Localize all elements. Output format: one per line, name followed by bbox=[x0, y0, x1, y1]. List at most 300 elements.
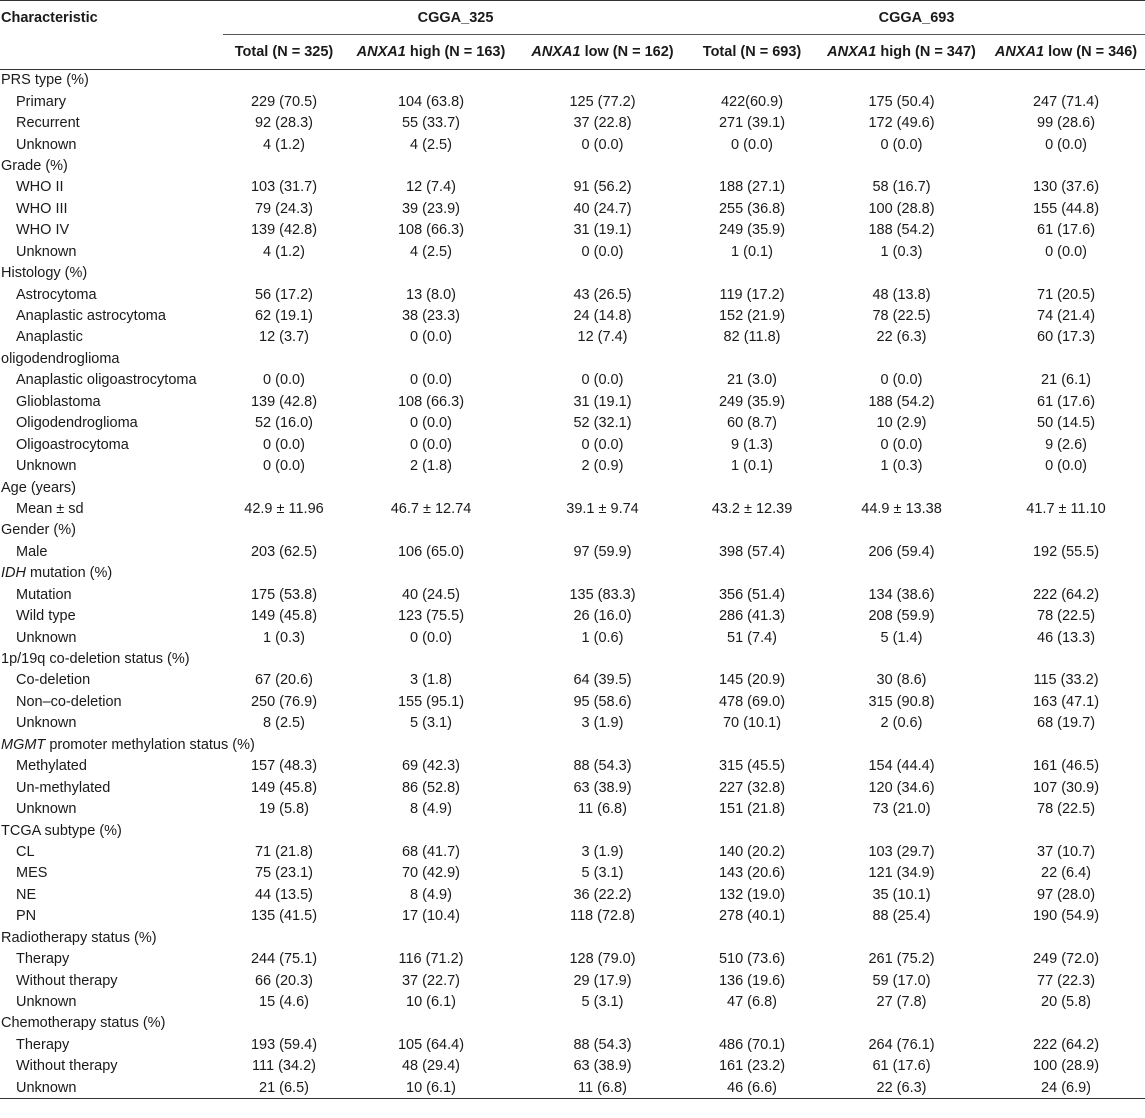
label-text: Unknown bbox=[16, 136, 77, 153]
section-label bbox=[0, 70, 223, 91]
value-cell bbox=[223, 348, 345, 369]
value-cell: 121 (34.9) bbox=[868, 865, 935, 882]
value-cell: 4 (2.5) bbox=[410, 243, 452, 260]
gene-name: ANXA1 bbox=[531, 44, 581, 60]
value-cell: 61 (17.6) bbox=[1037, 222, 1096, 239]
value-cell: 0 (0.0) bbox=[581, 372, 624, 389]
value-cell: 22 (6.3) bbox=[876, 329, 927, 346]
value-cell: 5 (3.1) bbox=[410, 715, 452, 732]
row-label bbox=[0, 841, 223, 862]
row-label bbox=[0, 305, 223, 326]
value-cell: 139 (42.8) bbox=[250, 222, 318, 239]
label-text: Histology (%) bbox=[1, 265, 88, 282]
value-cell: 155 (44.8) bbox=[1032, 200, 1100, 217]
value-cell: 356 (51.4) bbox=[718, 586, 786, 603]
row-label bbox=[0, 798, 223, 819]
label-text: Glioblastoma bbox=[16, 393, 101, 410]
value-cell: 31 (19.1) bbox=[573, 393, 632, 410]
value-cell: 0 (0.0) bbox=[1045, 243, 1087, 260]
value-cell: 3 (1.8) bbox=[410, 672, 452, 689]
value-cell bbox=[345, 262, 517, 283]
table-row bbox=[0, 391, 1145, 412]
value-cell: 145 (20.9) bbox=[718, 672, 786, 689]
value-cell: 78 (22.5) bbox=[872, 308, 931, 325]
table-row bbox=[0, 348, 1145, 369]
value-cell: 17 (10.4) bbox=[401, 908, 461, 925]
table-row bbox=[0, 605, 1145, 626]
value-cell bbox=[688, 520, 816, 541]
value-cell: 21 (6.5) bbox=[223, 1077, 345, 1098]
value-cell: 120 (34.6) bbox=[868, 779, 935, 796]
value-cell: 27 (7.8) bbox=[876, 994, 927, 1011]
value-cell bbox=[816, 1013, 987, 1034]
value-cell: 151 (21.8) bbox=[718, 801, 786, 818]
value-cell: 44.9 ± 13.38 bbox=[861, 500, 942, 517]
value-cell: 107 (30.9) bbox=[1032, 779, 1100, 796]
value-cell bbox=[688, 262, 816, 283]
value-cell: 152 (21.9) bbox=[718, 308, 786, 325]
value-cell bbox=[987, 70, 1145, 91]
value-cell bbox=[345, 563, 517, 584]
table-row bbox=[0, 970, 1145, 991]
value-cell: 250 (76.9) bbox=[250, 693, 318, 710]
value-cell: 52 (32.1) bbox=[573, 415, 632, 432]
row-label bbox=[0, 541, 223, 562]
value-cell: 70 (10.1) bbox=[722, 715, 782, 732]
value-cell: 208 (59.9) bbox=[868, 608, 935, 625]
value-cell bbox=[987, 155, 1145, 176]
value-cell: 100 (28.8) bbox=[868, 200, 935, 217]
value-cell: 0 (0.0) bbox=[410, 415, 452, 432]
table-row bbox=[0, 948, 1145, 969]
table-row bbox=[0, 455, 1145, 476]
value-cell bbox=[345, 348, 517, 369]
value-cell: 116 (71.2) bbox=[398, 951, 464, 968]
value-cell: 5 (1.4) bbox=[880, 629, 923, 646]
value-cell: 9 (1.3) bbox=[731, 436, 773, 453]
value-cell: 103 (31.7) bbox=[250, 179, 318, 196]
label-text: Oligoastrocytoma bbox=[16, 436, 129, 453]
value-cell: 149 (45.8) bbox=[250, 779, 318, 796]
subcol-label: low (N = 162) bbox=[580, 44, 674, 60]
label-text: Gender (%) bbox=[1, 522, 76, 539]
value-cell: 4 (1.2) bbox=[263, 243, 305, 260]
value-cell: 286 (41.3) bbox=[718, 608, 786, 625]
section-label bbox=[0, 155, 223, 176]
table-row bbox=[0, 563, 1145, 584]
value-cell bbox=[345, 820, 517, 841]
subcol-header bbox=[688, 35, 816, 70]
value-cell: 60 (8.7) bbox=[727, 415, 777, 432]
row-label bbox=[0, 756, 223, 777]
value-cell: 61 (17.6) bbox=[1037, 393, 1096, 410]
table-row bbox=[0, 370, 1145, 391]
value-cell: 48 (29.4) bbox=[401, 1058, 461, 1075]
value-cell bbox=[223, 155, 345, 176]
value-cell: 135 (83.3) bbox=[569, 586, 636, 603]
table-row bbox=[0, 520, 1145, 541]
row-label bbox=[0, 391, 223, 412]
value-cell: 3 (1.9) bbox=[581, 715, 624, 732]
section-label bbox=[0, 520, 223, 541]
row-label bbox=[0, 970, 223, 991]
table-row bbox=[0, 284, 1145, 305]
label-text: Unknown bbox=[16, 715, 77, 732]
value-cell: 3 (1.9) bbox=[581, 843, 624, 860]
label-text: Chemotherapy status (%) bbox=[1, 1015, 166, 1032]
value-cell: 78 (22.5) bbox=[1037, 801, 1096, 818]
value-cell: 249 (35.9) bbox=[718, 393, 786, 410]
header-characteristic: Characteristic bbox=[0, 1, 223, 70]
value-cell: 157 (48.3) bbox=[250, 758, 318, 775]
value-cell: 91 (56.2) bbox=[573, 179, 632, 196]
value-cell bbox=[688, 155, 816, 176]
value-cell: 108 (66.3) bbox=[397, 393, 465, 410]
value-cell: 43 (26.5) bbox=[573, 286, 632, 303]
value-cell bbox=[688, 348, 816, 369]
row-label bbox=[0, 177, 223, 198]
value-cell: 71 (20.5) bbox=[1037, 286, 1096, 303]
value-cell: 75 (23.1) bbox=[254, 865, 314, 882]
table-row bbox=[0, 691, 1145, 712]
label-text: Unknown bbox=[16, 994, 77, 1011]
row-label bbox=[0, 91, 223, 112]
value-cell bbox=[987, 262, 1145, 283]
label-text: Anaplastic oligoastrocytoma bbox=[16, 372, 197, 389]
value-cell: 105 (64.4) bbox=[397, 1036, 465, 1053]
table-row bbox=[0, 906, 1145, 927]
row-label bbox=[0, 605, 223, 626]
table-row bbox=[0, 627, 1145, 648]
value-cell: 1 (0.1) bbox=[731, 458, 773, 475]
label-text: Mean ± sd bbox=[16, 500, 84, 517]
row-label bbox=[0, 1034, 223, 1055]
value-cell: 47 (6.8) bbox=[727, 994, 777, 1011]
value-cell bbox=[517, 262, 688, 283]
value-cell bbox=[688, 477, 816, 498]
section-label bbox=[0, 927, 223, 948]
row-label bbox=[0, 777, 223, 798]
value-cell: 0 (0.0) bbox=[410, 629, 452, 646]
value-cell: 1 (0.3) bbox=[263, 629, 305, 646]
value-cell: 0 (0.0) bbox=[410, 329, 452, 346]
value-cell: 100 (28.9) bbox=[1032, 1058, 1100, 1075]
table-row bbox=[0, 584, 1145, 605]
table-row bbox=[0, 413, 1145, 434]
label-text: Radiotherapy status (%) bbox=[1, 929, 157, 946]
value-cell: 11 (6.8) bbox=[578, 801, 627, 818]
value-cell: 46 (6.6) bbox=[688, 1077, 816, 1098]
section-label bbox=[0, 477, 223, 498]
value-cell: 52 (16.0) bbox=[254, 415, 314, 432]
value-cell: 4 (1.2) bbox=[263, 136, 305, 153]
value-cell bbox=[223, 520, 345, 541]
value-cell: 88 (54.3) bbox=[573, 758, 632, 775]
value-cell: 315 (45.5) bbox=[718, 758, 786, 775]
label-text: Unknown bbox=[16, 1079, 77, 1096]
row-label bbox=[0, 370, 223, 391]
value-cell: 58 (16.7) bbox=[872, 179, 931, 196]
value-cell bbox=[816, 70, 987, 91]
value-cell bbox=[816, 155, 987, 176]
value-cell: 40 (24.5) bbox=[401, 586, 461, 603]
label-text: Anaplastic bbox=[16, 329, 83, 346]
value-cell: 63 (38.9) bbox=[573, 1058, 632, 1075]
value-cell: 206 (59.4) bbox=[868, 543, 935, 560]
value-cell bbox=[987, 648, 1145, 669]
label-text: Unknown bbox=[16, 243, 77, 260]
table-row bbox=[0, 305, 1145, 326]
value-cell: 125 (77.2) bbox=[569, 93, 636, 110]
value-cell: 1 (0.1) bbox=[731, 243, 773, 260]
table-row bbox=[0, 863, 1145, 884]
value-cell bbox=[345, 477, 517, 498]
value-cell: 44 (13.5) bbox=[254, 886, 314, 903]
value-cell: 56 (17.2) bbox=[254, 286, 314, 303]
row-label bbox=[0, 455, 223, 476]
value-cell bbox=[688, 820, 816, 841]
value-cell bbox=[987, 1013, 1145, 1034]
label-text: WHO II bbox=[16, 179, 64, 196]
value-cell: 261 (75.2) bbox=[868, 951, 935, 968]
value-cell: 55 (33.7) bbox=[401, 115, 461, 132]
value-cell: 0 (0.0) bbox=[581, 436, 624, 453]
value-cell: 37 (22.7) bbox=[401, 972, 461, 989]
label-text: Mutation bbox=[16, 586, 72, 603]
value-cell bbox=[517, 70, 688, 91]
row-label bbox=[0, 1077, 223, 1098]
value-cell: 135 (41.5) bbox=[250, 908, 318, 925]
value-cell: 0 (0.0) bbox=[880, 372, 923, 389]
gene-name: ANXA1 bbox=[827, 44, 877, 60]
label-text: Unknown bbox=[16, 458, 77, 475]
value-cell: 22 (6.4) bbox=[1041, 865, 1092, 882]
value-cell: 95 (58.6) bbox=[573, 693, 632, 710]
value-cell bbox=[688, 734, 816, 755]
row-label bbox=[0, 948, 223, 969]
value-cell: 229 (70.5) bbox=[250, 93, 318, 110]
value-cell: 2 (0.6) bbox=[880, 715, 923, 732]
value-cell: 70 (42.9) bbox=[401, 865, 461, 882]
table-row bbox=[0, 820, 1145, 841]
row-label bbox=[0, 906, 223, 927]
value-cell: 119 (17.2) bbox=[719, 286, 785, 303]
label-text: NE bbox=[16, 886, 37, 903]
label-text: Age (years) bbox=[1, 479, 76, 496]
value-cell: 43.2 ± 12.39 bbox=[711, 500, 793, 517]
value-cell: 123 (75.5) bbox=[397, 608, 465, 625]
label-text: Methylated bbox=[16, 758, 87, 775]
value-cell: 0 (0.0) bbox=[1045, 136, 1087, 153]
value-cell: 39.1 ± 9.74 bbox=[566, 500, 639, 517]
value-cell: 97 (59.9) bbox=[573, 543, 632, 560]
value-cell bbox=[517, 648, 688, 669]
value-cell: 0 (0.0) bbox=[263, 436, 305, 453]
value-cell: 128 (79.0) bbox=[569, 951, 636, 968]
value-cell: 155 (95.1) bbox=[397, 693, 465, 710]
value-cell: 21 (6.1) bbox=[1041, 372, 1092, 389]
value-cell: 26 (16.0) bbox=[573, 608, 632, 625]
value-cell bbox=[223, 477, 345, 498]
value-cell: 315 (90.8) bbox=[868, 693, 935, 710]
value-cell: 10 (2.9) bbox=[876, 415, 927, 432]
table-row bbox=[0, 1034, 1145, 1055]
value-cell bbox=[987, 477, 1145, 498]
value-cell: 11 (6.8) bbox=[517, 1077, 688, 1098]
label-text: oligodendroglioma bbox=[1, 350, 120, 367]
table-row bbox=[0, 541, 1145, 562]
table-row bbox=[0, 477, 1145, 498]
value-cell bbox=[816, 734, 987, 755]
row-label bbox=[0, 327, 223, 348]
value-cell: 41.7 ± 11.10 bbox=[1026, 500, 1106, 517]
row-label bbox=[0, 863, 223, 884]
value-cell: 35 (10.1) bbox=[872, 886, 931, 903]
value-cell: 88 (54.3) bbox=[573, 1036, 632, 1053]
value-cell bbox=[223, 262, 345, 283]
value-cell: 161 (46.5) bbox=[1032, 758, 1100, 775]
label-text: Astrocytoma bbox=[16, 286, 97, 303]
section-label bbox=[0, 262, 223, 283]
value-cell bbox=[345, 927, 517, 948]
value-cell bbox=[517, 155, 688, 176]
label-text: 1p/19q co-deletion status (%) bbox=[1, 651, 190, 668]
group-header-cgga325: CGGA_325 bbox=[223, 1, 688, 35]
value-cell: 134 (38.6) bbox=[868, 586, 935, 603]
value-cell bbox=[223, 927, 345, 948]
value-cell: 486 (70.1) bbox=[718, 1036, 786, 1053]
subcol-header bbox=[517, 35, 688, 70]
value-cell bbox=[345, 1013, 517, 1034]
row-label bbox=[0, 713, 223, 734]
table-row bbox=[0, 1077, 1145, 1098]
value-cell bbox=[345, 520, 517, 541]
table-row bbox=[0, 220, 1145, 241]
row-label bbox=[0, 1056, 223, 1077]
label-text: Co-deletion bbox=[16, 672, 91, 689]
value-cell: 118 (72.8) bbox=[569, 908, 636, 925]
value-cell bbox=[345, 70, 517, 91]
value-cell: 0 (0.0) bbox=[581, 136, 624, 153]
value-cell: 140 (20.2) bbox=[718, 843, 786, 860]
value-cell: 8 (4.9) bbox=[410, 886, 452, 903]
value-cell: 46 (13.3) bbox=[1037, 629, 1096, 646]
value-cell: 8 (2.5) bbox=[263, 715, 305, 732]
value-cell bbox=[688, 927, 816, 948]
value-cell: 38 (23.3) bbox=[401, 308, 461, 325]
value-cell bbox=[816, 262, 987, 283]
value-cell: 36 (22.2) bbox=[573, 886, 632, 903]
section-label bbox=[0, 734, 255, 755]
row-label bbox=[0, 241, 223, 262]
value-cell bbox=[987, 563, 1145, 584]
value-cell: 4 (2.5) bbox=[410, 136, 452, 153]
value-cell: 29 (17.9) bbox=[573, 972, 632, 989]
value-cell: 115 (33.2) bbox=[1033, 672, 1099, 689]
table-row bbox=[0, 177, 1145, 198]
row-label bbox=[0, 198, 223, 219]
row-label bbox=[0, 220, 223, 241]
gene-name: ANXA1 bbox=[994, 44, 1045, 60]
table-row bbox=[0, 241, 1145, 262]
value-cell bbox=[987, 927, 1145, 948]
value-cell: 5 (3.1) bbox=[581, 865, 624, 882]
value-cell: 422(60.9) bbox=[720, 93, 784, 110]
value-cell: 24 (14.8) bbox=[573, 308, 632, 325]
value-cell: 48 (13.8) bbox=[872, 286, 931, 303]
row-label bbox=[0, 134, 223, 155]
section-label bbox=[0, 820, 223, 841]
value-cell: 0 (0.0) bbox=[410, 372, 452, 389]
value-cell bbox=[987, 820, 1145, 841]
table-row bbox=[0, 327, 1145, 348]
value-cell: 188 (27.1) bbox=[718, 179, 786, 196]
value-cell: 0 (0.0) bbox=[880, 436, 923, 453]
subcol-header bbox=[816, 35, 987, 70]
value-cell: 31 (19.1) bbox=[573, 222, 632, 239]
section-label bbox=[0, 348, 223, 369]
subcol-label: high (N = 347) bbox=[876, 44, 976, 60]
table-row bbox=[0, 1013, 1145, 1034]
value-cell: 193 (59.4) bbox=[250, 1036, 318, 1053]
value-cell: 510 (73.6) bbox=[718, 951, 786, 968]
table-row bbox=[0, 713, 1145, 734]
section-label bbox=[0, 648, 223, 669]
value-cell: 71 (21.8) bbox=[254, 843, 314, 860]
value-cell: 62 (19.1) bbox=[254, 308, 314, 325]
label-text: CL bbox=[16, 843, 35, 860]
value-cell: 9 (2.6) bbox=[1045, 436, 1087, 453]
group-header-cgga693: CGGA_693 bbox=[688, 1, 1145, 35]
value-cell: 2 (1.8) bbox=[410, 458, 452, 475]
value-cell bbox=[223, 563, 345, 584]
subcol-header bbox=[987, 35, 1145, 70]
value-cell: 67 (20.6) bbox=[254, 672, 314, 689]
label-text: Oligodendroglioma bbox=[16, 415, 138, 432]
row-label bbox=[0, 584, 223, 605]
value-cell: 255 (36.8) bbox=[718, 200, 786, 217]
value-cell: 0 (0.0) bbox=[880, 136, 923, 153]
value-cell bbox=[987, 734, 1145, 755]
value-cell: 92 (28.3) bbox=[254, 115, 314, 132]
subcol-header bbox=[223, 35, 345, 70]
row-label bbox=[0, 691, 223, 712]
value-cell: 0 (0.0) bbox=[410, 436, 452, 453]
value-cell bbox=[816, 820, 987, 841]
value-cell: 68 (19.7) bbox=[1037, 715, 1096, 732]
value-cell: 5 (3.1) bbox=[581, 994, 624, 1011]
value-cell: 103 (29.7) bbox=[868, 843, 935, 860]
subcol-label: high (N = 163) bbox=[405, 44, 506, 60]
value-cell: 59 (17.0) bbox=[872, 972, 931, 989]
table-row bbox=[0, 70, 1145, 91]
row-label bbox=[0, 991, 223, 1012]
value-cell: 63 (38.9) bbox=[573, 779, 632, 796]
subcol-label: Total (N = 693) bbox=[702, 44, 802, 60]
value-cell: 37 (10.7) bbox=[1037, 843, 1096, 860]
value-cell bbox=[816, 520, 987, 541]
value-cell: 106 (65.0) bbox=[397, 543, 465, 560]
value-cell: 222 (64.2) bbox=[1032, 1036, 1100, 1053]
value-cell: 10 (6.1) bbox=[345, 1077, 517, 1098]
value-cell: 19 (5.8) bbox=[259, 801, 309, 818]
label-text: Without therapy bbox=[16, 972, 118, 989]
label-text: WHO IV bbox=[16, 222, 70, 239]
gene-name: MGMT bbox=[1, 736, 46, 753]
value-cell: 60 (17.3) bbox=[1037, 329, 1096, 346]
value-cell bbox=[517, 1013, 688, 1034]
value-cell bbox=[816, 648, 987, 669]
